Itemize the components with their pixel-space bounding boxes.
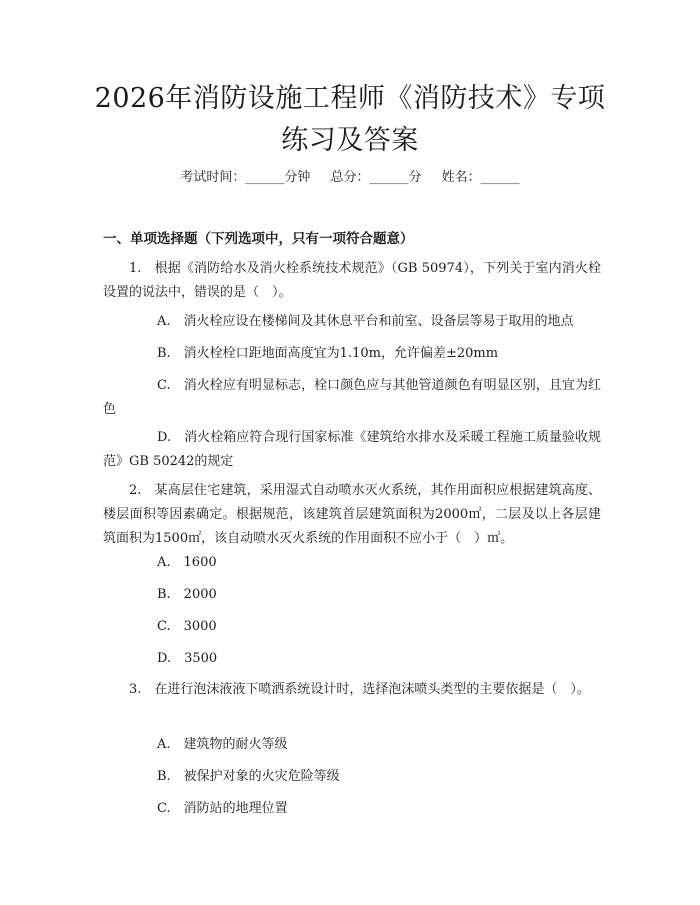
- exam-name: 姓名：______: [441, 170, 520, 185]
- question-1-option-c: C. 消火栓应有明显标志，栓口颜色应与其他管道颜色有明显区别，且宜为红色: [103, 378, 601, 417]
- question-2-stem: 2. 某高层住宅建筑，采用湿式自动喷水灭火系统，其作用面积应根据建筑高度、楼层面积等因素确定。根据规范，该建筑首层建筑面积为2000㎡，二层及以上各层建筑面积为1500㎡，该自动喷水灭火系统的作用面积不应小于（ ）㎡。: [103, 483, 601, 546]
- question-3-option-a: A. 建筑物的耐火等级: [157, 737, 288, 752]
- question-1-option-d: D. 消火栓箱应符合现行国家标准《建筑给水排水及采暖工程施工质量验收规范》GB 50242的规定: [103, 430, 601, 469]
- exam-info: [0, 168, 700, 188]
- question-2-option-b: B. 2000: [157, 587, 217, 602]
- question-2-option-c: C. 3000: [157, 619, 217, 634]
- question-1-option-b: B. 消火栓栓口距地面高度宜为1.10m，允许偏差±20mm: [157, 346, 499, 361]
- question-1-stem: 1. 根据《消防给水及消火栓系统技术规范》（GB 50974），下列关于室内消火栓设置的说法中，错误的是（ ）。: [103, 261, 601, 300]
- section-title: 一、单项选择题（下列选项中，只有一项符合题意）: [103, 231, 414, 247]
- exam-score: 总分：______分: [330, 170, 422, 185]
- question-2-option-a: A. 1600: [157, 555, 217, 570]
- document-title: 2026年消防设施工程师《消防技术》专项练习及答案: [94, 83, 606, 156]
- exam-time: 考试时间：______分钟: [180, 170, 311, 185]
- question-3-option-c: C. 消防站的地理位置: [157, 801, 288, 816]
- question-2-option-d: D. 3500: [157, 651, 218, 666]
- question-1-option-a: A. 消火栓应设在楼梯间及其休息平台和前室、设备层等易于取用的地点: [157, 314, 574, 329]
- question-3-stem: 3. 在进行泡沫液液下喷洒系统设计时，选择泡沫喷头类型的主要依据是（ ）。: [129, 682, 590, 697]
- question-3-option-b: B. 被保护对象的火灾危险等级: [157, 769, 340, 784]
